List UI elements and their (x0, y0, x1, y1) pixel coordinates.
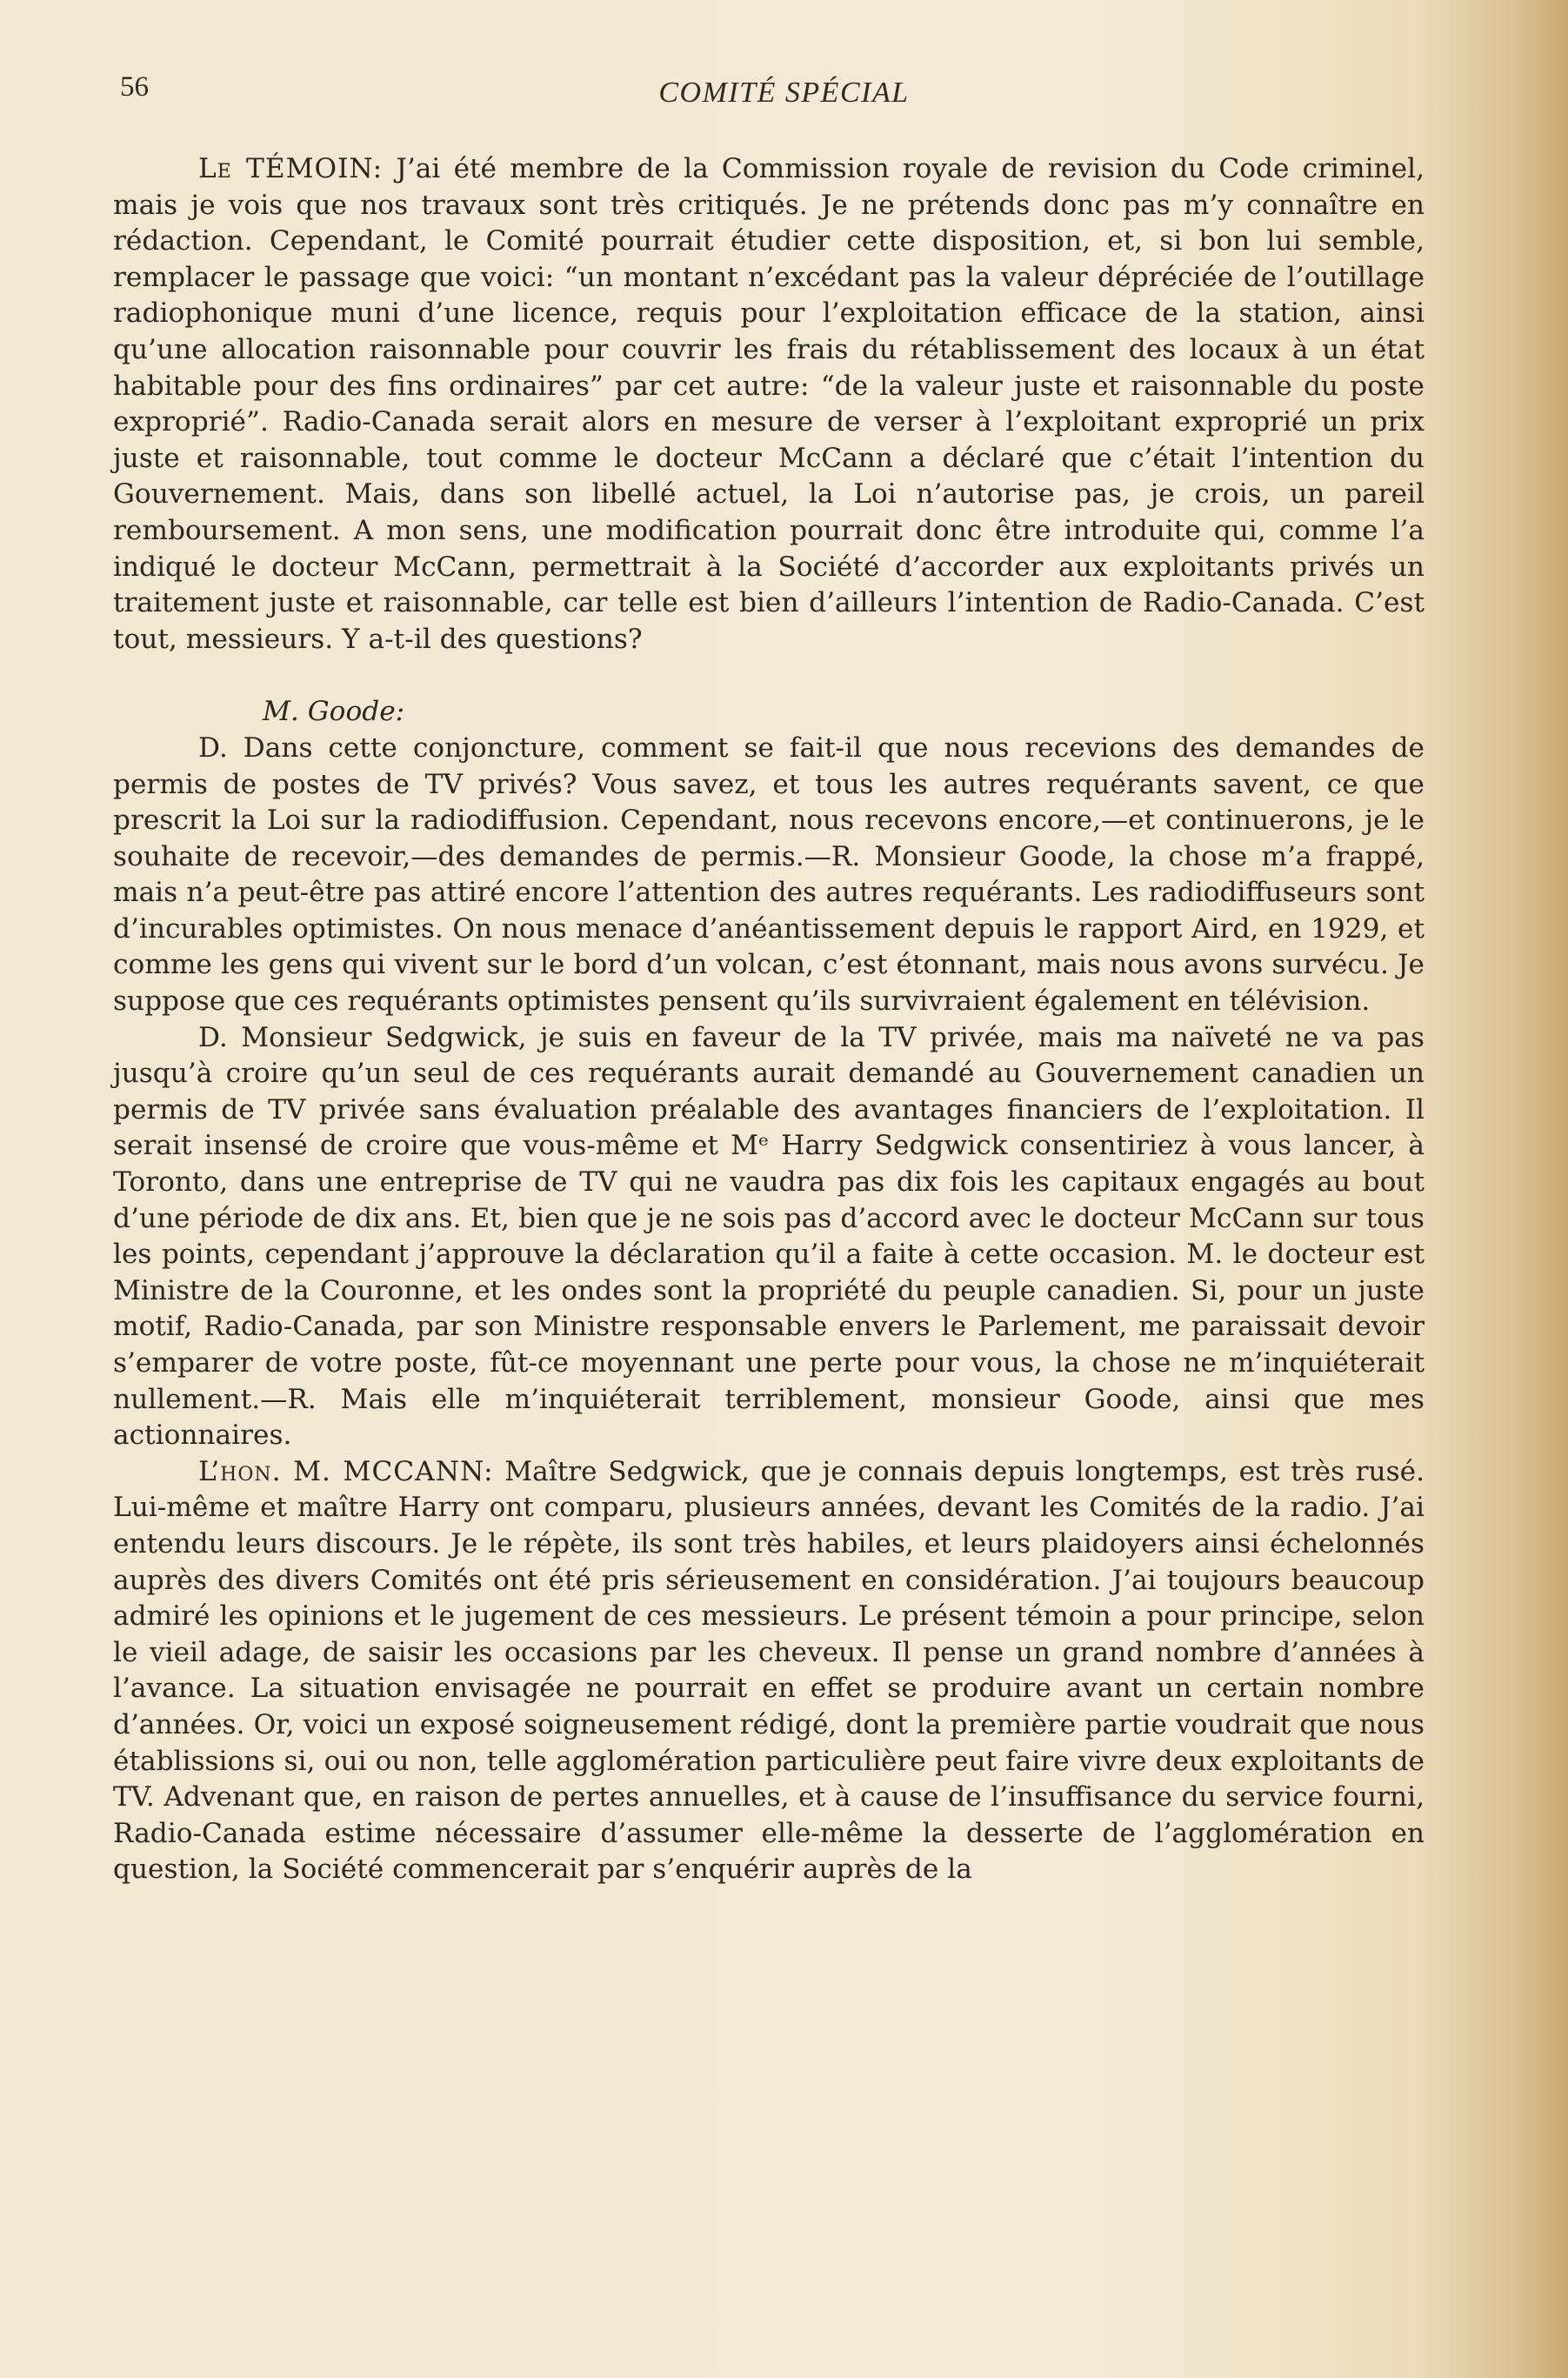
paragraph-temoin-statement (113, 151, 1425, 658)
speaker-label: Le TÉMOIN: (198, 153, 384, 184)
paragraph-text: Maître Sedgwick, que je connais depuis longtemps, est très rusé. Lui-même et maître Harry ont comparu, plusieurs années, devant les Comités de la radio. J’ai entendu leurs discours. Je le répète, ils sont très habiles, et leurs plaidoyers ainsi échelonnés auprès des divers Comités ont été pris sérieusement en considération. J’ai toujours beaucoup admiré les opinions et le jugement de ces messieurs. Le présent témoin a pour principe, selon le vieil adage, de saisir les occasions par les cheveux. Il pense un grand nombre d’années à l’avance. La situation envisagée ne pourrait en effet se produire avant un certain nombre d’années. Or, voici un exposé soigneusement rédigé, dont la première partie voudrait que nous établissions si, oui ou non, telle agglomération particulière peut faire vivre deux exploitants de TV. Advenant que, en raison de pertes annuelles, et à cause de l’insuffisance du service fourni, Radio-Canada estime nécessaire d’assumer elle-même la desserte de l’agglomération en question, la Société commencerait par s’enquérir auprès de la (113, 1455, 1425, 1886)
page-number: 56 (120, 71, 149, 103)
paragraph-mccann-statement (113, 1454, 1425, 1888)
speaker-label: L’hon. M. MCCANN: (198, 1455, 494, 1487)
paragraph-text: J’ai été membre de la Commission royale de revision du Code criminel, mais je vois que nos travaux sont très critiqués. Je ne prétends donc pas m’y connaître en rédaction. Cependant, le Comité pourrait étudier cette disposition, et, si bon lui semble, remplacer le passage que voici: “un montant n’excédant pas la valeur dépréciée de l’outillage radiophonique muni d’une licence, requis pour l’exploitation efficace de la station, ainsi qu’une allocation raisonnable pour couvrir les frais du rétablissement des locaux à un état habitable pour des fins ordinaires” par cet autre: “de la valeur juste et raisonnable du poste exproprié”. Radio-Canada serait alors en mesure de verser à l’exploitant exproprié un prix juste et raisonnable, tout comme le docteur McCann a déclaré que c’était l’intention du Gouvernement. Mais, dans son libellé actuel, la Loi n’autorise pas, je crois, un pareil remboursement. A mon sens, une modification pourrait donc être introduite qui, comme l’a indiqué le docteur McCann, permettrait à la Société d’accorder aux exploitants privés un traitement juste et raisonnable, car telle est bien d’ailleurs l’intention de Radio-Canada. C’est tout, messieurs. Y a-t-il des questions? (113, 153, 1425, 655)
paragraph-question-2: D. Monsieur Sedgwick, je suis en faveur de la TV privée, mais ma naïveté ne va pas jusqu’à croire qu’un seul de ces requérants aurait demandé au Gouvernement canadien un permis de TV privée sans évaluation préalable des avantages financiers de l’exploitation. Il serait insensé de croire que vous-même et Mᵉ Harry Sedgwick consentiriez à vous lancer, à Toronto, dans une entreprise de TV qui ne vaudra pas dix fois les capitaux engagés au bout d’une période de dix ans. Et, bien que je ne sois pas d’accord avec le docteur McCann sur tous les points, cependant j’approuve la déclaration qu’il a faite à cette occasion. M. le docteur est Ministre de la Couronne, et les ondes sont la propriété du peuple canadien. Si, pour un juste motif, Radio-Canada, par son Ministre responsable envers le Parlement, me paraissait devoir s’emparer de votre poste, fût-ce moyennant une perte pour vous, la chose ne m’inquiéterait nullement.—R. Mais elle m’inquiéterait terriblement, monsieur Goode, ainsi que mes actionnaires. (113, 1021, 1425, 1452)
paragraph-question-1: D. Dans cette conjoncture, comment se fait-il que nous recevions des demandes de permis de postes de TV privés? Vous savez, et tous les autres requérants savent, ce que prescrit la Loi sur la radiodiffusion. Cependant, nous recevons encore,—et continuerons, je le souhaite de recevoir,—des demandes de permis.—R. Monsieur Goode, la chose m’a frappé, mais n’a peut-être pas attiré encore l’attention des autres requérants. Les radiodiffuseurs sont d’incurables optimistes. On nous menace d’anéantissement depuis le rapport Aird, en 1929, et comme les gens qui vivent sur le bord d’un volcan, c’est étonnant, mais nous avons survécu. Je suppose que ces requérants optimistes pensent qu’ils survivraient également en télévision. (113, 731, 1425, 1018)
body-text (113, 151, 1425, 1888)
running-title: COMITÉ SPÉCIAL (658, 77, 910, 109)
section-heading-m-goode: M. Goode: (263, 696, 405, 728)
